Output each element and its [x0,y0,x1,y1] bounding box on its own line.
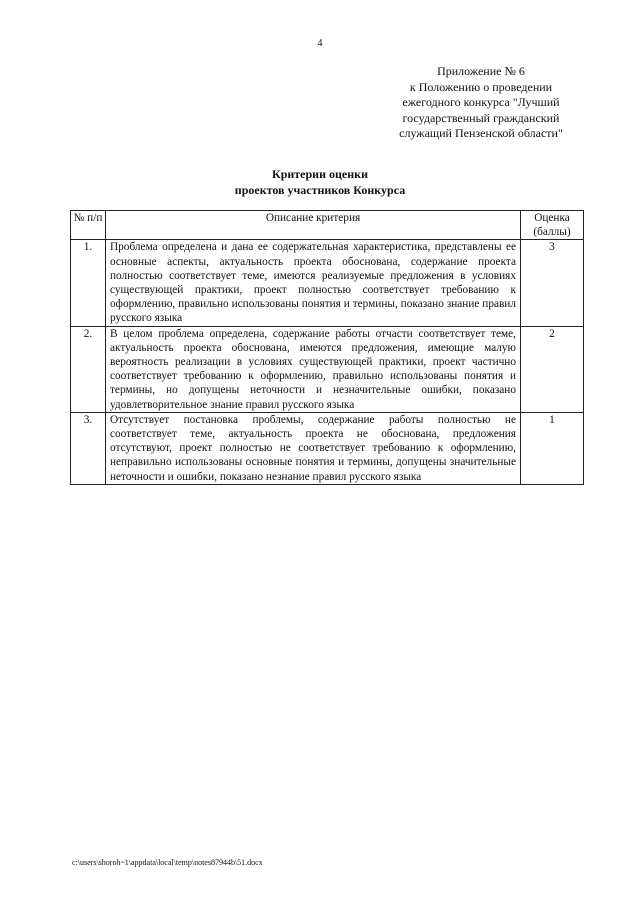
title-line-2: проектов участников Конкурса [234,182,406,197]
table-row [71,240,584,326]
table-row [71,326,584,412]
row-score: 3 [521,240,584,326]
row-description: В целом проблема определена, содержание работы отчасти соответствует теме, актуальность проекта обоснована, имеются предложения, имеющие малую вероятность реализации в условиях существующей практики, проект частично соответствует требованию к оформлению, правильно использованы понятия и термины, но допущены неточности и незначительные ошибки, показано удовлетворительное знание правил русского языка [106,326,521,412]
row-score: 2 [521,326,584,412]
row-description: Отсутствует постановка проблемы, содержание работы полностью не соответствует теме, актуальность проекта не обоснована, предложения отсутствуют, проект полностью не соответствует требованию к оформлению, неправильно использованы основные понятия и термины, допущены значительные неточности и ошибки, показано незнание правил русского языка [106,412,521,484]
appendix-line-4: государственный гражданский [402,110,560,125]
appendix-reference [380,64,582,142]
page-number: 4 [317,38,323,49]
file-path-footer: c:\users\shoroh~1\appdata\local\temp\notes87944b\51.docx [72,858,263,867]
appendix-line-5: служащий Пензенской области" [399,126,563,141]
header-number: № п/п [71,211,106,240]
appendix-line-1: Приложение № 6 [437,64,525,78]
appendix-line-2: к Положению о проведении [409,79,553,94]
row-score: 1 [521,412,584,484]
row-number: 3. [71,412,106,484]
row-description: Проблема определена и дана ее содержательная характеристика, представлены ее основные аспекты, актуальность проекта обоснована, содержание проекта полностью соответствует теме, имеются реализуемые предложения в условиях существующей практики, проект полностью соответствует требованию к оформлению, правильно использованы понятия и термины, показано знание правил русского языка [106,240,521,326]
criteria-table [70,210,584,485]
header-score: Оценка (баллы) [521,211,584,240]
appendix-line-3: ежегодного конкурса "Лучший [402,95,560,110]
row-number: 1. [71,240,106,326]
header-description: Описание критерия [106,211,521,240]
table-row [71,412,584,484]
table-header-row [71,211,584,240]
row-number: 2. [71,326,106,412]
document-title [0,167,640,198]
title-line-1: Критерии оценки [272,167,368,181]
